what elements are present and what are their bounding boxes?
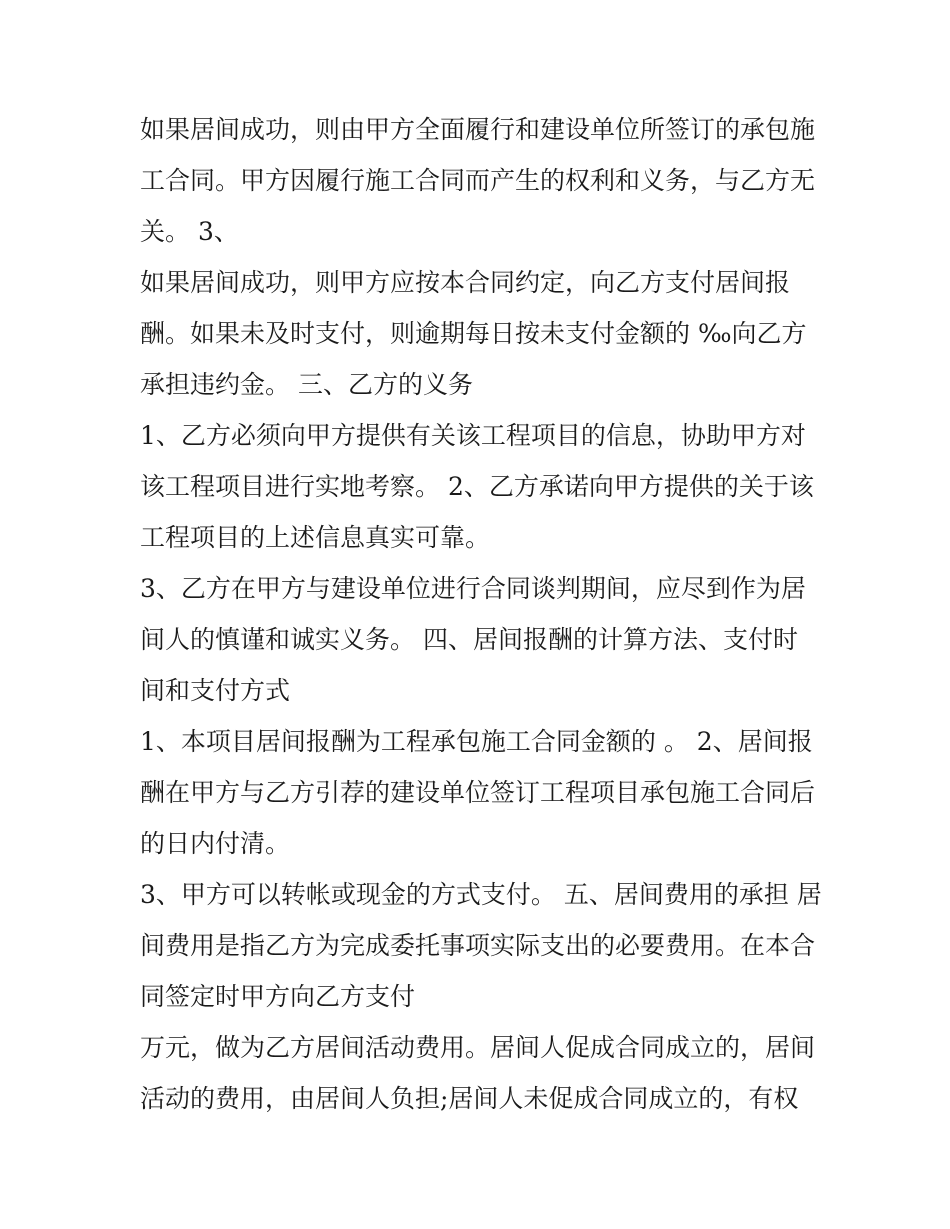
text-line: 间和支付方式: [140, 676, 291, 705]
text-line: 酬在甲方与乙方引荐的建设单位签订工程项目承包施工合同后: [140, 778, 816, 807]
text-line: 3、乙方在甲方与建设单位进行合同谈判期间，应尽到作为居: [140, 574, 806, 603]
text-line: 酬。如果未及时支付，则逾期每日按未支付金额的 ‰向乙方: [140, 319, 807, 348]
text-line: 万元，做为乙方居间活动费用。居间人促成合同成立的，居间: [140, 1033, 816, 1062]
text-line: 1、乙方必须向甲方提供有关该工程项目的信息，协助甲方对: [140, 421, 806, 450]
contract-text-body: [140, 104, 820, 1124]
text-line: 间费用是指乙方为完成委托事项实际支出的必要费用。在本合: [140, 931, 816, 960]
text-line: 承担违约金。 三、乙方的义务: [140, 370, 473, 399]
text-line: 3、甲方可以转帐或现金的方式支付。 五、居间费用的承担 居: [140, 880, 822, 909]
text-line: 关。 3、: [140, 217, 239, 246]
text-line: 工程项目的上述信息真实可靠。: [140, 523, 491, 552]
text-line: 的日内付清。: [140, 829, 291, 858]
text-line: 间人的慎谨和诚实义务。 四、居间报酬的计算方法、支付时: [140, 625, 798, 654]
text-line: 活动的费用，由居间人负担;居间人未促成合同成立的，有权: [140, 1084, 799, 1113]
text-line: 如果居间成功，则甲方应按本合同约定，向乙方支付居间报: [140, 268, 791, 297]
text-line: 同签定时甲方向乙方支付: [140, 982, 416, 1011]
text-line: 如果居间成功，则由甲方全面履行和建设单位所签订的承包施: [140, 115, 816, 144]
text-line: 工合同。甲方因履行施工合同而产生的权利和义务，与乙方无: [140, 166, 816, 195]
text-line: 1、本项目居间报酬为工程承包施工合同金额的 。 2、居间报: [140, 727, 813, 756]
text-line: 该工程项目进行实地考察。 2、乙方承诺向甲方提供的关于该: [140, 472, 814, 501]
